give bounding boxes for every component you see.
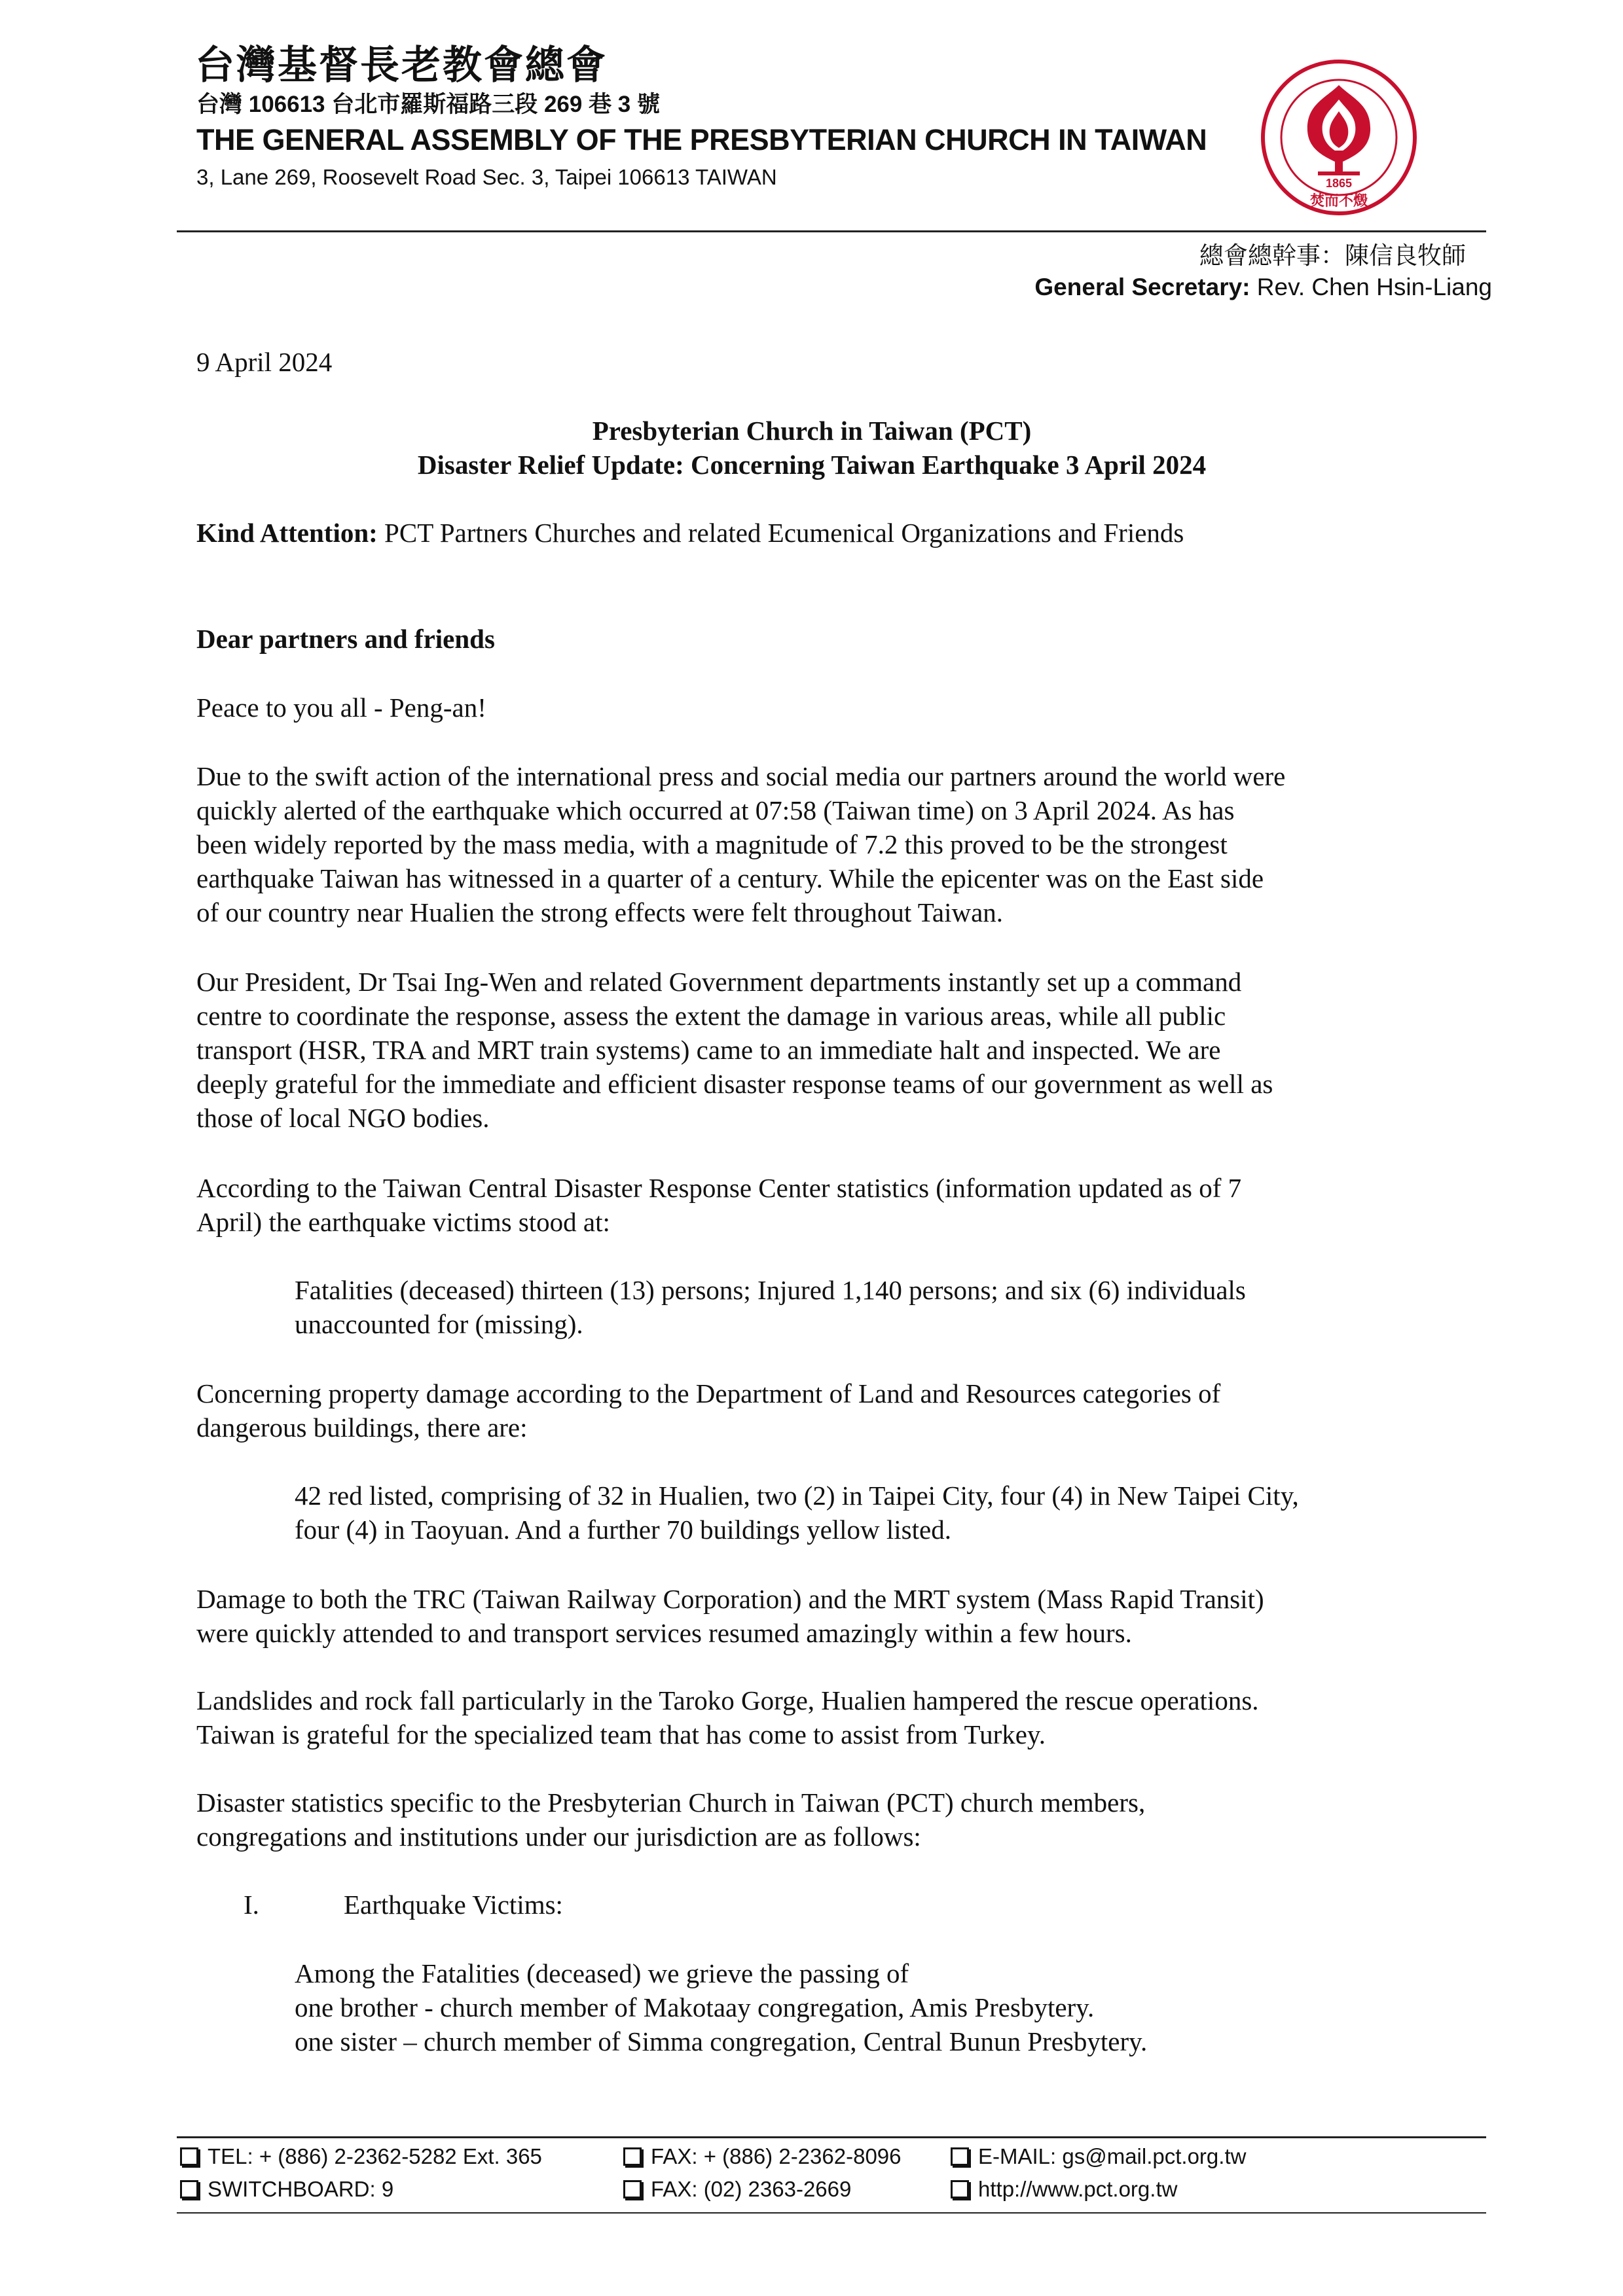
paragraph-line: deeply grateful for the immediate and efficient disaster response teams of our government as well as (196, 1069, 1273, 1099)
paragraph-earthquake-overview (196, 759, 1440, 929)
footer-bottom-rule (177, 2212, 1486, 2214)
paragraph-line: Concerning property damage according to the Department of Land and Resources categories of (196, 1378, 1221, 1408)
seal-year: 1865 (1325, 177, 1353, 190)
footer-telephone-text: TEL: + (886) 2-2362-5282 Ext. 365 (208, 2144, 542, 2168)
paragraph-line: Our President, Dr Tsai Ing-Wen and related Government departments instantly set up a command (196, 967, 1242, 997)
salutation: Dear partners and friends (196, 624, 495, 654)
burning-bush-seal-icon (1260, 59, 1417, 216)
checkbox-bullet-icon (623, 2147, 642, 2166)
checkbox-bullet-icon (180, 2180, 198, 2198)
paragraph-line: centre to coordinate the response, assess the extent the damage in various areas, while all public (196, 1001, 1226, 1031)
paragraph-line: were quickly attended to and transport services resumed amazingly within a few hours. (196, 1618, 1132, 1648)
paragraph-line: According to the Taiwan Central Disaster Response Center statistics (information updated as of 7 (196, 1173, 1242, 1203)
paragraph-pct-statistics (196, 1785, 1440, 1854)
footer-website-link[interactable]: http://www.pct.org.tw (978, 2177, 1178, 2201)
section-victims-text (295, 1956, 1447, 2058)
footer-fax-international-text: FAX: + (886) 2-2362-8096 (651, 2144, 902, 2168)
general-secretary-label: General Secretary: (1034, 274, 1250, 300)
paragraph-line: congregations and institutions under our jurisdiction are as follows: (196, 1821, 921, 1852)
paragraph-line: dangerous buildings, there are: (196, 1412, 528, 1443)
org-name-chinese: 台灣基督長老教會總會 (195, 43, 608, 87)
checkbox-bullet-icon (180, 2147, 198, 2166)
paragraph-line: Disaster statistics specific to the Presbyterian Church in Taiwan (PCT) church members, (196, 1787, 1146, 1818)
paragraph-line: Taiwan is grateful for the specialized team that has come to assist from Turkey. (196, 1719, 1046, 1749)
section-title: Earthquake Victims: (344, 1890, 563, 1920)
paragraph-line: quickly alerted of the earthquake which occurred at 07:58 (Taiwan time) on 3 April 2024. As has (196, 795, 1235, 825)
checkbox-bullet-icon (951, 2180, 969, 2198)
paragraph-line: earthquake Taiwan has witnessed in a quarter of a century. While the epicenter was on the East side (196, 863, 1264, 893)
attention-label: Kind Attention: (196, 518, 378, 548)
paragraph-government-response (196, 965, 1440, 1135)
paragraph-line: one brother - church member of Makotaay congregation, Amis Presbytery. (295, 1992, 1095, 2022)
footer-fax-international (623, 2144, 902, 2169)
victim-statistics-detail (295, 1273, 1447, 1341)
seal-motto: 焚而不燬 (1309, 193, 1368, 209)
paragraph-line: Among the Fatalities (deceased) we grieve the passing of (295, 1958, 909, 1988)
paragraph-victim-statistics (196, 1171, 1440, 1239)
org-name-english: THE GENERAL ASSEMBLY OF THE PRESBYTERIAN CHURCH IN TAIWAN (196, 123, 1207, 156)
general-secretary-chinese: 總會總幹事：陳信良牧師 (1199, 242, 1466, 269)
header-divider (177, 230, 1486, 232)
footer-email-text[interactable]: E-MAIL: gs@mail.pct.org.tw (978, 2144, 1247, 2168)
footer-fax-local (623, 2177, 851, 2202)
org-address-chinese: 台灣 106613 台北市羅斯福路三段 269 巷 3 號 (196, 92, 660, 117)
paragraph-line: transport (HSR, TRA and MRT train systems) came to an immediate halt and inspected. We are (196, 1035, 1221, 1065)
footer-email (951, 2144, 1246, 2169)
footer-switchboard-text: SWITCHBOARD: 9 (208, 2177, 394, 2201)
checkbox-bullet-icon (623, 2180, 642, 2198)
paragraph-property-damage (196, 1376, 1440, 1444)
paragraph-line: 42 red listed, comprising of 32 in Hualien, two (2) in Taipei City, four (4) in New Taipei City, (295, 1480, 1299, 1511)
footer-telephone (180, 2144, 542, 2169)
paragraph-line: April) the earthquake victims stood at: (196, 1207, 610, 1237)
letter-title-line2: Disaster Relief Update: Concerning Taiwan Earthquake 3 April 2024 (417, 450, 1207, 480)
general-secretary-name: Rev. Chen Hsin-Liang (1256, 274, 1492, 300)
section-numeral: I. (244, 1890, 259, 1920)
general-secretary-english (1034, 274, 1492, 301)
footer-website (951, 2177, 1177, 2202)
paragraph-line: of our country near Hualien the strong effects were felt throughout Taiwan. (196, 897, 1004, 927)
paragraph-transport-damage (196, 1582, 1440, 1650)
paragraph-line: one sister – church member of Simma congregation, Central Bunun Presbytery. (295, 2026, 1148, 2056)
paragraph-line: Fatalities (deceased) thirteen (13) persons; Injured 1,140 persons; and six (6) individuals (295, 1275, 1246, 1305)
attention-line (196, 516, 1184, 550)
paragraph-landslides (196, 1683, 1440, 1751)
footer-divider (177, 2136, 1486, 2138)
attention-text: PCT Partners Churches and related Ecumenical Organizations and Friends (384, 518, 1184, 548)
paragraph-line: Due to the swift action of the international press and social media our partners around the world were (196, 761, 1286, 791)
paragraph-line: those of local NGO bodies. (196, 1103, 490, 1133)
paragraph-line: Landslides and rock fall particularly in the Taroko Gorge, Hualien hampered the rescue operations. (196, 1685, 1259, 1715)
paragraph-line: four (4) in Taoyuan. And a further 70 buildings yellow listed. (295, 1515, 951, 1545)
footer-fax-local-text: FAX: (02) 2363-2669 (651, 2177, 852, 2201)
checkbox-bullet-icon (951, 2147, 969, 2166)
paragraph-line: been widely reported by the mass media, with a magnitude of 7.2 this proved to be the strongest (196, 829, 1228, 859)
property-damage-detail (295, 1479, 1447, 1547)
footer-switchboard (180, 2177, 393, 2202)
letter-date: 9 April 2024 (196, 347, 333, 377)
letter-title-line1: Presbyterian Church in Taiwan (PCT) (592, 416, 1032, 446)
paragraph-line: unaccounted for (missing). (295, 1309, 583, 1339)
paragraph-line: Damage to both the TRC (Taiwan Railway Corporation) and the MRT system (Mass Rapid Transit) (196, 1584, 1264, 1614)
greeting: Peace to you all - Peng-an! (196, 692, 486, 723)
org-address-english: 3, Lane 269, Roosevelt Road Sec. 3, Taipei 106613 TAIWAN (196, 165, 777, 189)
